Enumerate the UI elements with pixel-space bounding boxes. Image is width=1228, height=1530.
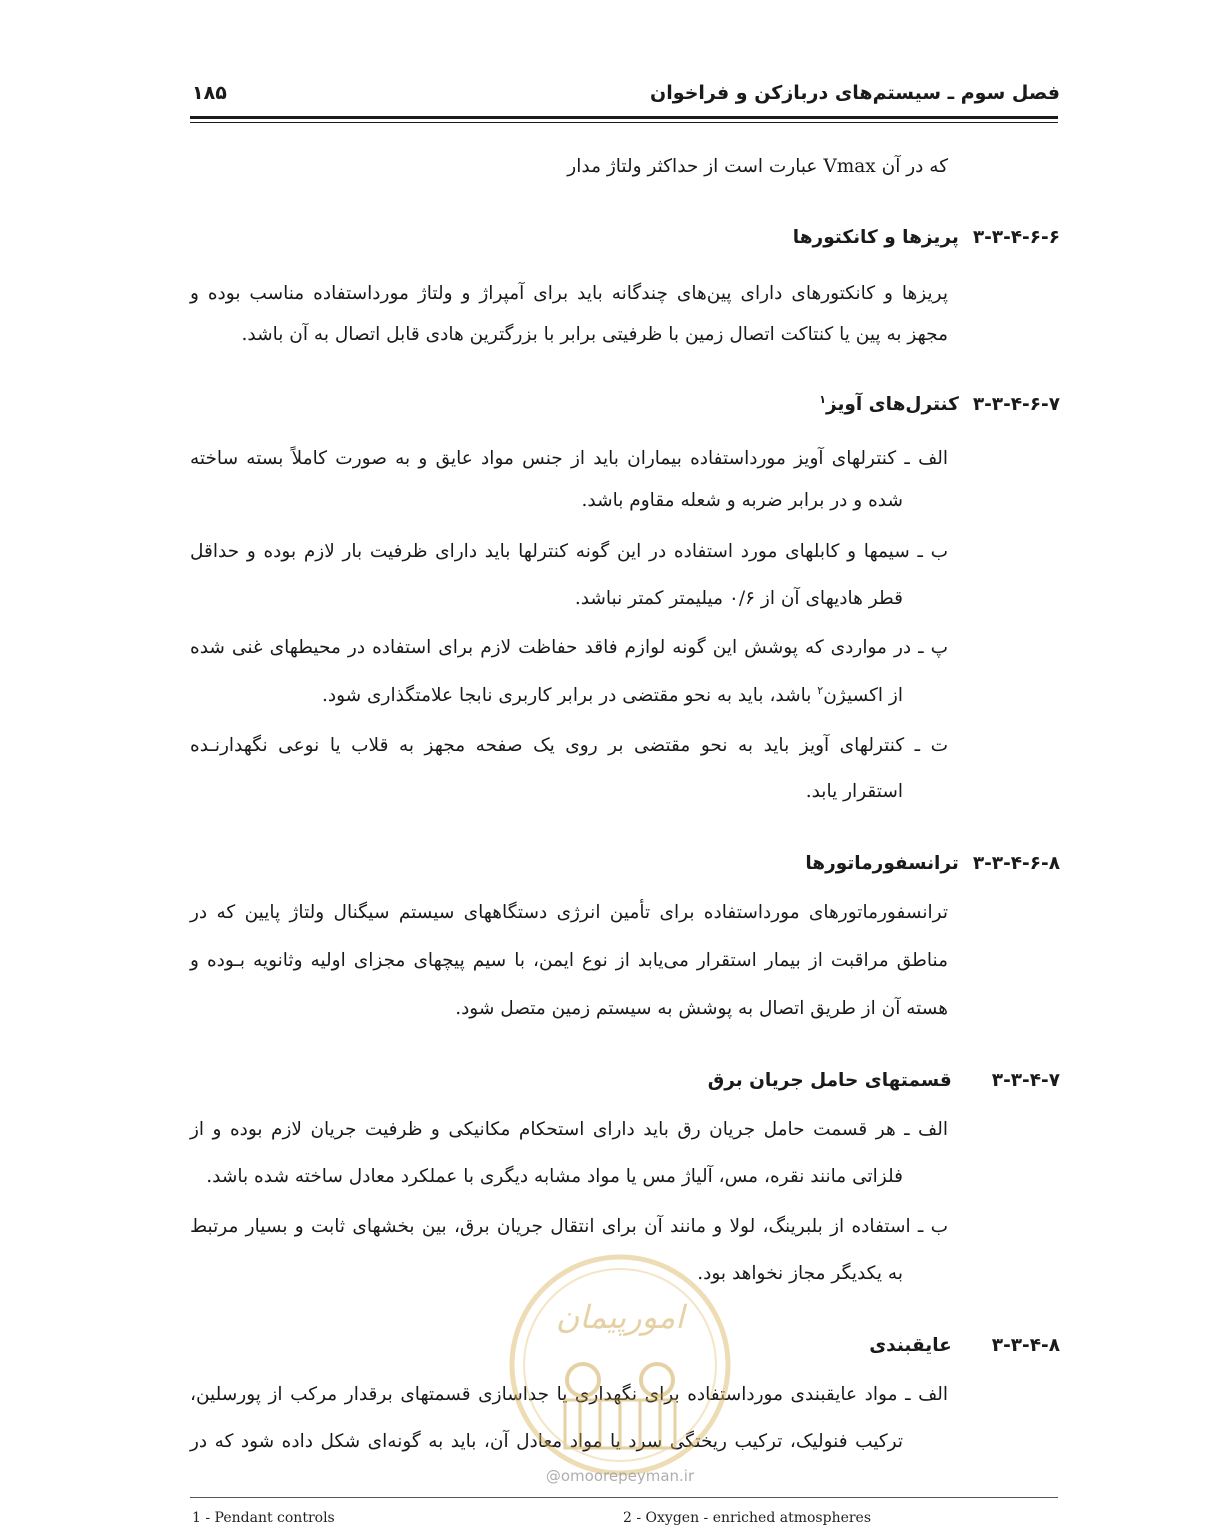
section-number: ۳-۳-۴-۷ <box>991 1070 1060 1091</box>
header-rule-thin <box>190 122 1058 123</box>
footnote-rule <box>190 1497 1058 1498</box>
section-title: پریزها و کانکتورها <box>792 227 959 248</box>
watermark-text: امورپیمان <box>555 1298 685 1336</box>
paragraph-line: هسته آن از طریق اتصال به پوشش به سیستم زمین متصل شود. <box>455 998 948 1019</box>
section-title: قسمتهای حامل جریان برق <box>707 1070 952 1091</box>
paragraph-line <box>322 684 903 708</box>
watermark-url: @omoorepeyman.ir <box>545 1467 695 1485</box>
paragraph-line: ترکیب فنولیک، ترکیب ریختگی سرد یا مواد معادل آن، باید به گونه‌ای شکل داده شود که در <box>190 1431 903 1452</box>
paragraph-line: به یکدیگر مجاز نخواهد بود. <box>697 1263 903 1284</box>
footnote-2: 2 - Oxygen - enriched atmospheres <box>623 1510 872 1526</box>
page-number: ۱۸۵ <box>192 82 227 104</box>
section-title: عایقبندی <box>869 1335 952 1356</box>
paragraph-line: ب ـ سیمها و کابلهای مورد استفاده در این گونه کنترلها باید دارای ظرفیت بار لازم بوده و حداقل <box>190 541 948 562</box>
paragraph-line: الف ـ هر قسمت حامل جریان رق باید دارای استحکام مکانیکی و ظرفیت جریان لازم بوده و از <box>190 1119 948 1140</box>
paragraph-line: پریزها و کانکتورهای دارای پین‌های چندگانه باید برای آمپراژ و ولتاژ مورداستفاده مناسب بوده و <box>190 283 948 304</box>
section-heading <box>793 226 1060 250</box>
section-heading <box>805 852 1060 876</box>
section-number: ۳-۳-۴-۶-۷ <box>972 394 1060 415</box>
section-heading <box>708 1069 1060 1093</box>
paragraph-line: ت ـ کنترلهای آویز باید به نحو مقتضی بر روی یک صفحه مجهز به قلاب یا نوعی نگهدارنـده <box>190 735 948 756</box>
paragraph-line: ب ـ استفاده از بلبرینگ، لولا و مانند آن برای انتقال جریان برق، بین بخشهای ثابت و بسیار مرتبط <box>190 1216 948 1237</box>
paragraph-line: قطر هادیهای آن از ۰/۶ میلیمتر کمتر نباشد. <box>574 588 903 609</box>
inline-text: از اکسیژن <box>823 685 903 706</box>
section-heading <box>869 1334 1060 1358</box>
paragraph-line: مجهز به پین یا کنتاکت اتصال زمین با ظرفیتی برابر با بزرگترین هادی قابل اتصال به آن باشد. <box>241 324 948 345</box>
section-title: کنترل‌های آویز <box>825 394 959 415</box>
paragraph-line: فلزاتی مانند نقره، مس، آلیاژ مس یا مواد مشابه دیگری با عملکرد معادل ساخته شده باشد. <box>206 1166 903 1187</box>
paragraph-line: الف ـ مواد عایقبندی مورداستفاده برای نگهداری یا جداسازی قسمتهای برقدار مرکب از پورسلین، <box>190 1384 948 1405</box>
paragraph-line: استقرار یابد. <box>805 781 903 802</box>
chapter-title: فصل سوم ـ سیستم‌های دربازکن و فراخوان <box>650 82 1060 104</box>
paragraph-line: که در آن Vmax عبارت است از حداکثر ولتاژ مدار <box>567 156 948 177</box>
section-number: ۳-۳-۴-۶-۸ <box>972 853 1060 874</box>
inline-text: باشد، باید به نحو مقتضی در برابر کاربری نابجا علامتگذاری شود. <box>321 685 818 706</box>
paragraph-line: شده و در برابر ضربه و شعله مقاوم باشد. <box>581 490 903 511</box>
section-number: ۳-۳-۴-۸ <box>991 1335 1060 1356</box>
section-heading <box>819 393 1060 417</box>
section-title: ترانسفورماتورها <box>805 853 959 874</box>
section-number: ۳-۳-۴-۶-۶ <box>972 227 1060 248</box>
footnote-marker: ۱ <box>819 392 826 406</box>
footnote-1: 1 - Pendant controls <box>192 1510 335 1526</box>
paragraph-line: پ ـ در مواردی که پوشش این گونه لوازم فاقد حفاظت لازم برای استفاده در محیطهای غنی شده <box>190 637 948 658</box>
footnote-marker: ۲ <box>817 683 824 697</box>
header-rule <box>190 116 1058 119</box>
paragraph-line: ترانسفورماتورهای مورداستفاده برای تأمین انرژی دستگاههای سیستم سیگنال ولتاژ پایین که در <box>190 902 948 923</box>
paragraph-line: مناطق مراقبت از بیمار استقرار می‌یابد از نوع ایمن، با سیم پیچهای مجزای اولیه وثانویه بـوده و <box>190 950 948 971</box>
watermark-logo-icon <box>505 1250 735 1480</box>
paragraph-line: الف ـ کنترلهای آویز مورداستفاده بیماران باید از جنس مواد عایق و به صورت کاملاً بسته ساخته <box>190 448 948 469</box>
